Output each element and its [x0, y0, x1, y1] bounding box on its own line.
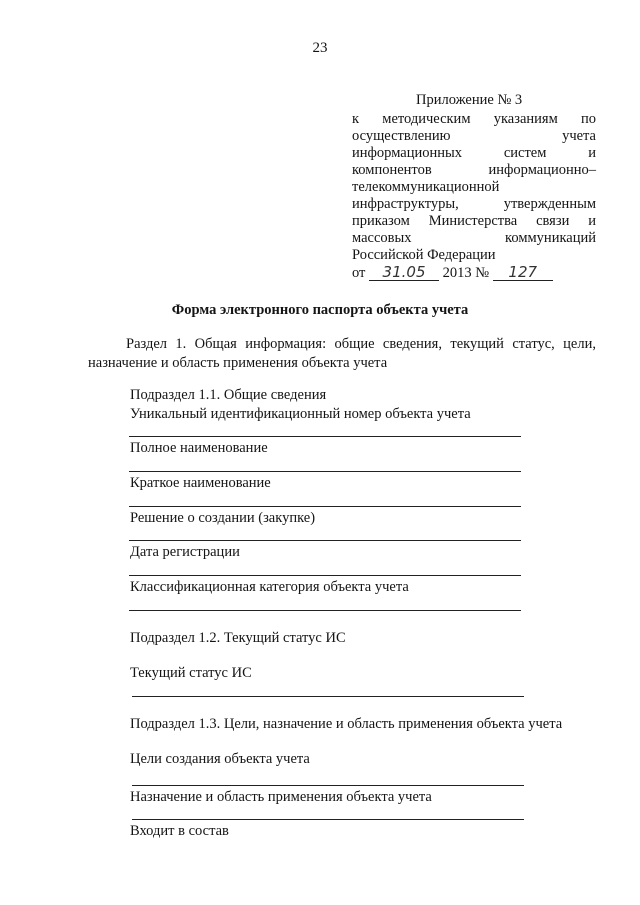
field-label-short-name: Краткое наименование — [130, 475, 271, 491]
field-line-classification[interactable] — [129, 610, 521, 611]
appendix-word: утвержденным — [503, 196, 596, 212]
appendix-word: и — [588, 145, 596, 161]
field-label-classification: Классификационная категория объекта учета — [130, 579, 409, 595]
appendix-word: Российской Федерации — [352, 247, 496, 263]
subsection-1-3-title: Подраздел 1.3. Цели, назначение и область применения объекта учета — [130, 716, 563, 732]
appendix-word: учета — [562, 128, 596, 144]
field-line-decision[interactable] — [129, 540, 521, 541]
field-line-full-name[interactable] — [129, 471, 521, 472]
field-line-short-name[interactable] — [129, 506, 521, 507]
order-line — [352, 265, 553, 282]
field-label-purpose: Назначение и область применения объекта учета — [130, 789, 432, 805]
appendix-word: информационных — [352, 145, 462, 161]
appendix-word: связи — [536, 213, 570, 229]
appendix-word: осуществлению — [352, 128, 451, 144]
appendix-word: телекоммуникационной — [352, 179, 500, 195]
appendix-word: указаниям — [493, 111, 558, 127]
appendix-word: Министерства — [428, 213, 518, 229]
form-title: Форма электронного паспорта объекта учета — [171, 302, 469, 318]
appendix-line — [352, 179, 596, 196]
order-date-handwritten: 31.05 — [369, 265, 439, 281]
field-line-status[interactable] — [132, 696, 524, 697]
appendix-line — [352, 213, 596, 230]
field-label-decision: Решение о создании (закупке) — [130, 510, 316, 526]
field-label-registration-date: Дата регистрации — [130, 544, 240, 560]
appendix-word: коммуникаций — [505, 230, 596, 246]
field-line-unique-id[interactable] — [129, 436, 521, 437]
order-year: 2013 № — [442, 265, 490, 281]
order-number-handwritten: 127 — [493, 265, 553, 281]
appendix-word: компонентов — [352, 162, 432, 178]
field-line-registration-date[interactable] — [129, 575, 521, 576]
appendix-line — [352, 247, 596, 264]
appendix-word: инфраструктуры, — [352, 196, 459, 212]
appendix-word: по — [580, 111, 596, 127]
appendix-line — [352, 111, 596, 128]
field-label-goals: Цели создания объекта учета — [130, 751, 310, 767]
field-label-part-of: Входит в состав — [130, 823, 229, 839]
appendix-line — [352, 162, 596, 179]
appendix-word: информационно– — [488, 162, 596, 178]
appendix-title: Приложение № 3 — [416, 92, 523, 108]
field-label-unique-id: Уникальный идентификационный номер объекта учета — [130, 406, 471, 422]
appendix-line — [352, 145, 596, 162]
appendix-line — [352, 128, 596, 145]
order-prefix: от — [352, 265, 366, 281]
subsection-1-1-title: Подраздел 1.1. Общие сведения — [130, 387, 327, 403]
subsection-1-2-title: Подраздел 1.2. Текущий статус ИС — [130, 630, 346, 646]
field-line-goals[interactable] — [132, 785, 524, 786]
appendix-word: методическим — [382, 111, 471, 127]
field-label-full-name: Полное наименование — [130, 440, 268, 456]
appendix-word: массовых — [352, 230, 412, 246]
field-label-status: Текущий статус ИС — [130, 665, 252, 681]
section-1-heading: Раздел 1. Общая информация: общие сведения, текущий статус, цели, назначение и область применения объекта учета — [88, 336, 596, 371]
appendix-word: к — [352, 111, 360, 127]
appendix-line — [352, 230, 596, 247]
field-line-purpose[interactable] — [132, 819, 524, 820]
appendix-word: систем — [503, 145, 547, 161]
appendix-word: приказом — [352, 213, 410, 229]
appendix-word: и — [588, 213, 596, 229]
appendix-line — [352, 196, 596, 213]
page-number: 23 — [312, 40, 328, 56]
